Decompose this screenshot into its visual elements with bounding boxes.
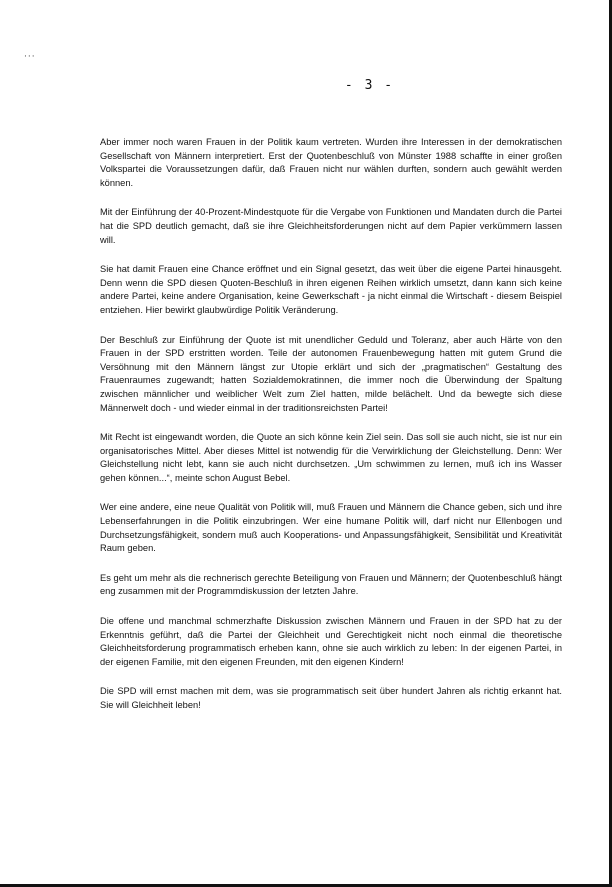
paragraph-1: Aber immer noch waren Frauen in der Politik kaum vertreten. Wurden ihre Interessen in der demokratischen Gesellschaft von Männern interpretiert. Erst der Quotenbeschluß von Münster 1988 schaffte in einer großen Volkspartei die Voraussetzungen dafür, daß Frauen nicht nur wählen durften, sondern auch gewählt werden können. bbox=[100, 137, 562, 188]
paragraph-6: Wer eine andere, eine neue Qualität von Politik will, muß Frauen und Männern die Chance geben, sich und ihre Lebenserfahrungen in die Politik einzubringen. Wer eine humane Politik will, darf nicht nur Ellenbogen und Durchsetzungsfähigkeit, sondern muß auch Kooperations- und Anpassungsfähigkeit, Sensibilität und Kreativität Raum geben. bbox=[100, 502, 562, 554]
paragraph-8: Die offene und manchmal schmerzhafte Diskussion zwischen Männern und Frauen in der SPD hat zu der Erkenntnis geführt, daß die Partei der Gleichheit und Gerechtigkeit nicht noch einmal die theoretische Gleichheitsforderung programmatisch erheben kann, ohne sie auch wirklich zu leben: In der eigenen Partei, in der eigenen Familie, mit den eigenen Freunden, mit den eigenen Kindern! bbox=[100, 616, 562, 667]
paragraph-4: Der Beschluß zur Einführung der Quote ist mit unendlicher Geduld und Toleranz, aber auch Härte von den Frauen in der SPD erstritten worden. Teile der autonomen Frauenbewegung hatten mit gutem Grund die Versöhnung mit den Männern längst zur Utopie erklärt und sich der „pragmatischen“ Gestaltung des Frauenraumes zugewandt; hatten Sozialdemokratinnen, die immer noch die Überwindung der Spaltung zwischen männlicher und weiblicher Welt zum Ziel hatten, milde belächelt. Und da bewegte sich diese Männerwelt doch - und wieder einmal in der traditionsreichsten Partei! bbox=[100, 334, 562, 413]
paragraph-7: Es geht um mehr als die rechnerisch gerechte Beteiligung von Frauen und Männern; der Quotenbeschluß hängt eng zusammen mit der Programmdiskussion der letzten Jahre. bbox=[100, 572, 562, 597]
paragraph-2: Mit der Einführung der 40-Prozent-Mindestquote für die Vergabe von Funktionen und Mandaten durch die Partei hat die SPD deutlich gemacht, daß sie ihre Gleichheitsforderungen nicht auf dem Papier verkümmern lassen will. bbox=[100, 207, 562, 245]
page-number: - 3 - bbox=[344, 78, 395, 93]
body-text bbox=[100, 136, 562, 713]
paragraph-3: Sie hat damit Frauen eine Chance eröffnet und ein Signal gesetzt, das weit über die eigene Partei hinausgeht. Denn wenn die SPD diesen Quoten-Beschluß in ihren eigenen Reihen wirklich umsetzt, dann kann sich keine andere Partei, keine andere Organisation, keine Gewerkschaft - ja nicht einmal die Wirtschaft - diesem Beispiel entziehen. Hier bewirkt glaubwürdige Politik Veränderung. bbox=[100, 264, 562, 315]
scan-corner-marks: ··· bbox=[24, 52, 36, 62]
paragraph-5: Mit Recht ist eingewandt worden, die Quote an sich könne kein Ziel sein. Das soll sie auch nicht, sie ist nur ein organisatorisches Mittel. Aber dieses Mittel ist notwendig für die Verwirklichung der Gleichstellung. Denn: Wer Gleichstellung nicht lebt, kann sie auch nicht durchsetzen. „Um schwimmen zu lernen, muß ich ins Wasser gehen können...“, meinte schon August Bebel. bbox=[100, 432, 562, 483]
paragraph-9: Die SPD will ernst machen mit dem, was sie programmatisch seit über hundert Jahren als richtig erkannt hat. Sie will Gleichheit leben! bbox=[100, 686, 562, 710]
